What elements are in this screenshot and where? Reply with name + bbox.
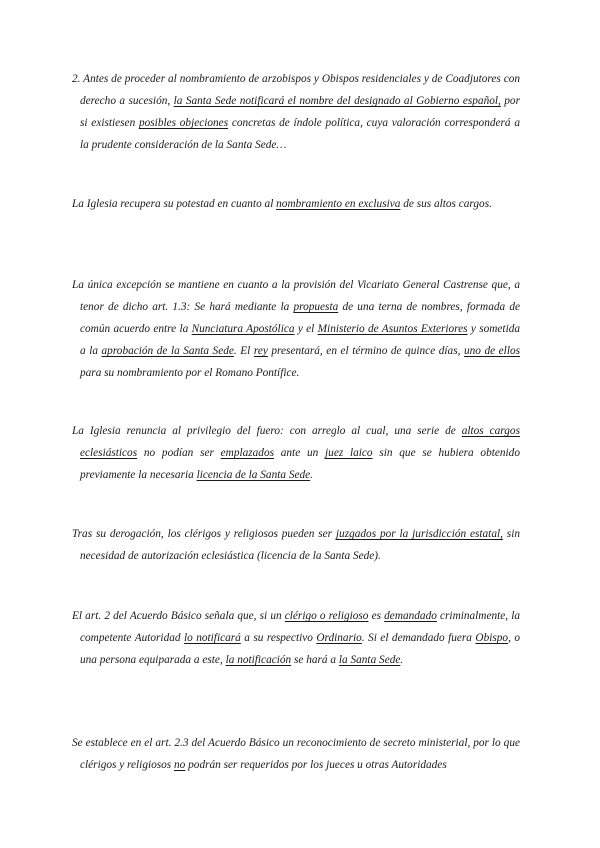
text-run: . Si el demandado fuera	[361, 632, 476, 644]
text-run: .	[310, 469, 313, 481]
paragraph-derogacion	[72, 523, 520, 567]
paragraph-secreto-ministerial	[72, 732, 520, 776]
text-run: La única excepción se mantiene en cuanto a la provisión del Vicariato General Castrense que, a tenor de dicho art. 1.3: Se hará mediante la	[72, 279, 520, 313]
underlined-phrase: Nunciatura Apostólica	[191, 323, 295, 335]
text-run: podrán ser requeridos por los jueces u otras Autoridades	[185, 759, 447, 771]
text-run: de sus altos cargos.	[400, 198, 492, 210]
paragraph-privilegio-fuero	[72, 420, 520, 486]
text-run: presentará, en el término de quince días,	[267, 345, 464, 357]
underlined-phrase: no	[174, 759, 186, 771]
text-run: . El	[233, 345, 254, 357]
underlined-phrase: la Santa Sede notificará el nombre del designado al Gobierno español,	[173, 95, 501, 107]
text-run: criminalmente, la competente Autoridad	[80, 610, 521, 644]
text-run: y el	[294, 323, 318, 335]
underlined-phrase: altos cargos eclesiásticos	[80, 425, 520, 459]
underlined-phrase: lo notificará	[183, 632, 241, 644]
underlined-phrase: la Santa Sede	[338, 654, 401, 666]
text-run: , o una persona equiparada a este,	[80, 632, 520, 666]
text-run: por si existiesen	[80, 95, 520, 129]
paragraph-nombramiento-obispos	[72, 68, 520, 156]
text-run: no podían ser	[137, 447, 221, 459]
text-run: La Iglesia renuncia al privilegio del fuero: con arreglo al cual, una serie de	[72, 425, 462, 437]
underlined-phrase: aprobación de la Santa Sede	[101, 345, 234, 357]
underlined-phrase: licencia de la Santa Sede	[196, 469, 311, 481]
underlined-phrase: juez laico	[325, 447, 373, 459]
underlined-phrase: rey	[253, 345, 268, 357]
underlined-phrase: posibles objeciones	[138, 117, 229, 129]
underlined-phrase: juzgados por la jurisdicción estatal,	[335, 528, 503, 540]
text-run: ante un	[274, 447, 326, 459]
text-run: Tras su derogación, los clérigos y religiosos pueden ser	[72, 528, 336, 540]
text-run: concretas de índole política, cuya valoración corresponderá a la prudente consideración de la Santa Sede…	[80, 117, 520, 151]
text-run: 2. Antes de proceder al nombramiento de arzobispos y Obispos residenciales y de Coadjutores con derecho a sucesión,	[72, 73, 520, 107]
paragraph-art-2-acuerdo	[72, 605, 520, 671]
text-run: La Iglesia recupera su potestad en cuanto al	[72, 198, 277, 210]
underlined-phrase: Ministerio de Asuntos Exteriores	[317, 323, 468, 335]
text-run: de una terna de nombres, formada de común acuerdo entre la	[80, 301, 520, 335]
underlined-phrase: nombramiento en exclusiva	[276, 198, 401, 210]
text-run: Se establece en el art. 2.3 del Acuerdo Básico un reconocimiento de secreto ministerial, por lo que clérigos y religiosos	[72, 737, 520, 771]
text-run: sin que se hubiera obtenido previamente la necesaria	[80, 447, 520, 481]
underlined-phrase: Ordinario	[316, 632, 362, 644]
underlined-phrase: demandado	[384, 610, 437, 622]
underlined-phrase: la notificación	[225, 654, 292, 666]
text-run: y sometida a la	[80, 323, 521, 357]
text-run: El art. 2 del Acuerdo Básico señala que, si un	[72, 610, 285, 622]
text-run: .	[400, 654, 404, 666]
text-run: se hará a	[291, 654, 339, 666]
underlined-phrase: propuesta	[293, 301, 339, 313]
underlined-phrase: emplazados	[220, 447, 274, 459]
paragraph-vicariato-castrense	[72, 274, 520, 384]
paragraph-potestad-iglesia	[72, 193, 520, 215]
underlined-phrase: Obispo	[475, 632, 509, 644]
underlined-phrase: uno de ellos	[463, 345, 521, 357]
text-run: sin necesidad de autorización eclesiástica (licencia de la Santa Sede).	[80, 528, 520, 562]
underlined-phrase: clérigo o religioso	[284, 610, 369, 622]
text-run: para su nombramiento por el Romano Pontífice.	[80, 367, 300, 379]
text-run: a su respectivo	[240, 632, 317, 644]
text-run: es	[368, 610, 385, 622]
